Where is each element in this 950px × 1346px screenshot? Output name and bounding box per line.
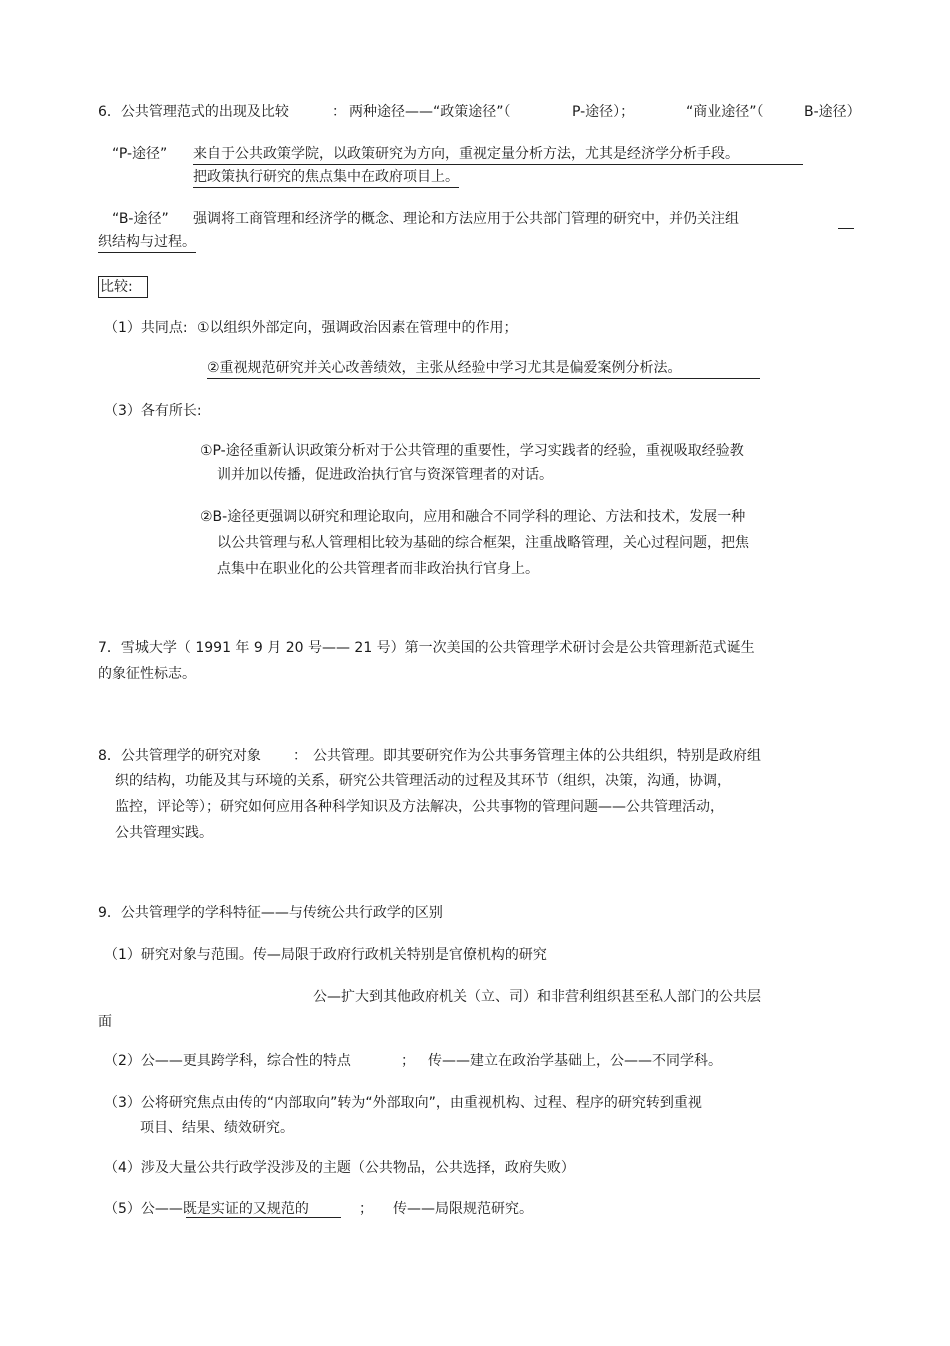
s6-common-1: ①以组织外部定向，强调政治因素在管理中的作用； — [197, 320, 518, 336]
s6-diff-1-l1: ①P-途径重新认识政策分析对于公共管理的重要性，学习实践者的经验，重视吸取经验教 — [200, 443, 744, 459]
s8-line3: 监控，评论等）；研究如何应用各种科学知识及方法解决，公共事物的管理问题——公共管理活动， — [115, 799, 724, 815]
s8-line4: 公共管理实践。 — [115, 825, 213, 841]
compare-label-box: 比较: — [98, 276, 148, 298]
s6-business: “商业途径”（ — [686, 104, 764, 120]
s9-item5-sep: ； — [359, 1201, 373, 1217]
s9-title: 9．公共管理学的学科特征——与传统公共行政学的区别 — [98, 905, 443, 921]
s9-item2b: 传——建立在政治学基础上，公——不同学科。 — [428, 1053, 722, 1069]
s9-item5-underline — [186, 1217, 341, 1218]
s6-p-label: “P-途径” — [112, 146, 168, 162]
s7-line1: 7．雪城大学（ 1991 年 9 月 20 号—— 21 号）第一次美国的公共管理学术研讨会是公共管理新范式诞生 — [98, 640, 755, 656]
underline-stub — [838, 228, 854, 229]
s6-diff-2-l3: 点集中在职业化的公共管理者而非政治执行官身上。 — [217, 561, 539, 577]
s7-line2: 的象征性标志。 — [98, 666, 196, 682]
s9-item1: （1）研究对象与范围。传—局限于政府行政机关特别是官僚机构的研究 — [104, 947, 547, 963]
s9-item1b: 公—扩大到其他政府机关（立、司）和非营利组织甚至私人部门的公共层 — [313, 989, 761, 1005]
s6-common-label: （1）共同点: — [104, 320, 188, 336]
s6-b-label: “B-途径” — [112, 211, 169, 227]
s6-p-line1: 来自于公共政策学院，以政策研究为方向，重视定量分析方法，尤其是经济学分析手段。 — [193, 145, 803, 165]
s6-diff-1-l2: 训并加以传播，促进政治执行官与资深管理者的对话。 — [217, 467, 553, 483]
s6-diff-label: （3）各有所长: — [104, 403, 202, 419]
s6-b-line1: 强调将工商管理和经济学的概念、理论和方法应用于公共部门管理的研究中，并仍关注组 — [193, 211, 739, 227]
s6-p-abbr: P-途径）； — [572, 104, 635, 120]
s6-diff-2-l1: ②B-途径更强调以研究和理论取向，应用和融合不同学科的理论、方法和技术，发展一种 — [200, 509, 746, 525]
s6-colon: ： — [332, 104, 346, 120]
s8-colon: ： — [293, 748, 307, 764]
s6-b-line2: 织结构与过程。 — [98, 233, 196, 253]
s9-item3a: （3）公将研究焦点由传的“内部取向”转为“外部取向”，由重视机构、过程、程序的研究转到重视 — [104, 1095, 702, 1111]
s6-title: 6．公共管理范式的出现及比较 — [98, 104, 289, 120]
s9-item4: （4）涉及大量公共行政学没涉及的主题（公共物品，公共选择，政府失败） — [104, 1160, 575, 1176]
s9-item1c: 面 — [98, 1014, 112, 1030]
s6-approaches: 两种途径——“政策途径”（ — [349, 104, 511, 120]
s9-item2a: （2）公——更具跨学科，综合性的特点 — [104, 1053, 351, 1069]
s8-line2: 织的结构，功能及其与环境的关系，研究公共管理活动的过程及其环节（组织，决策，沟通，协调， — [115, 773, 731, 789]
s9-item5b: 传——局限规范研究。 — [393, 1201, 533, 1217]
s6-diff-2-l2: 以公共管理与私人管理相比较为基础的综合框架，注重战略管理，关心过程问题，把焦 — [217, 535, 749, 551]
s9-item2-sep: ； — [401, 1053, 415, 1069]
s9-item5a: （5）公——既是实证的又规范的 — [104, 1201, 309, 1217]
s9-item3b: 项目、结果、绩效研究。 — [140, 1120, 294, 1136]
s6-common-2: ②重视规范研究并关心改善绩效，主张从经验中学习尤其是偏爱案例分析法。 — [207, 359, 760, 379]
s6-b-abbr: B-途径） — [804, 104, 861, 120]
s8-title: 8．公共管理学的研究对象 — [98, 748, 261, 764]
s8-line1: 公共管理。即其要研究作为公共事务管理主体的公共组织，特别是政府组 — [313, 748, 761, 764]
s6-p-line2: 把政策执行研究的焦点集中在政府项目上。 — [193, 168, 459, 188]
